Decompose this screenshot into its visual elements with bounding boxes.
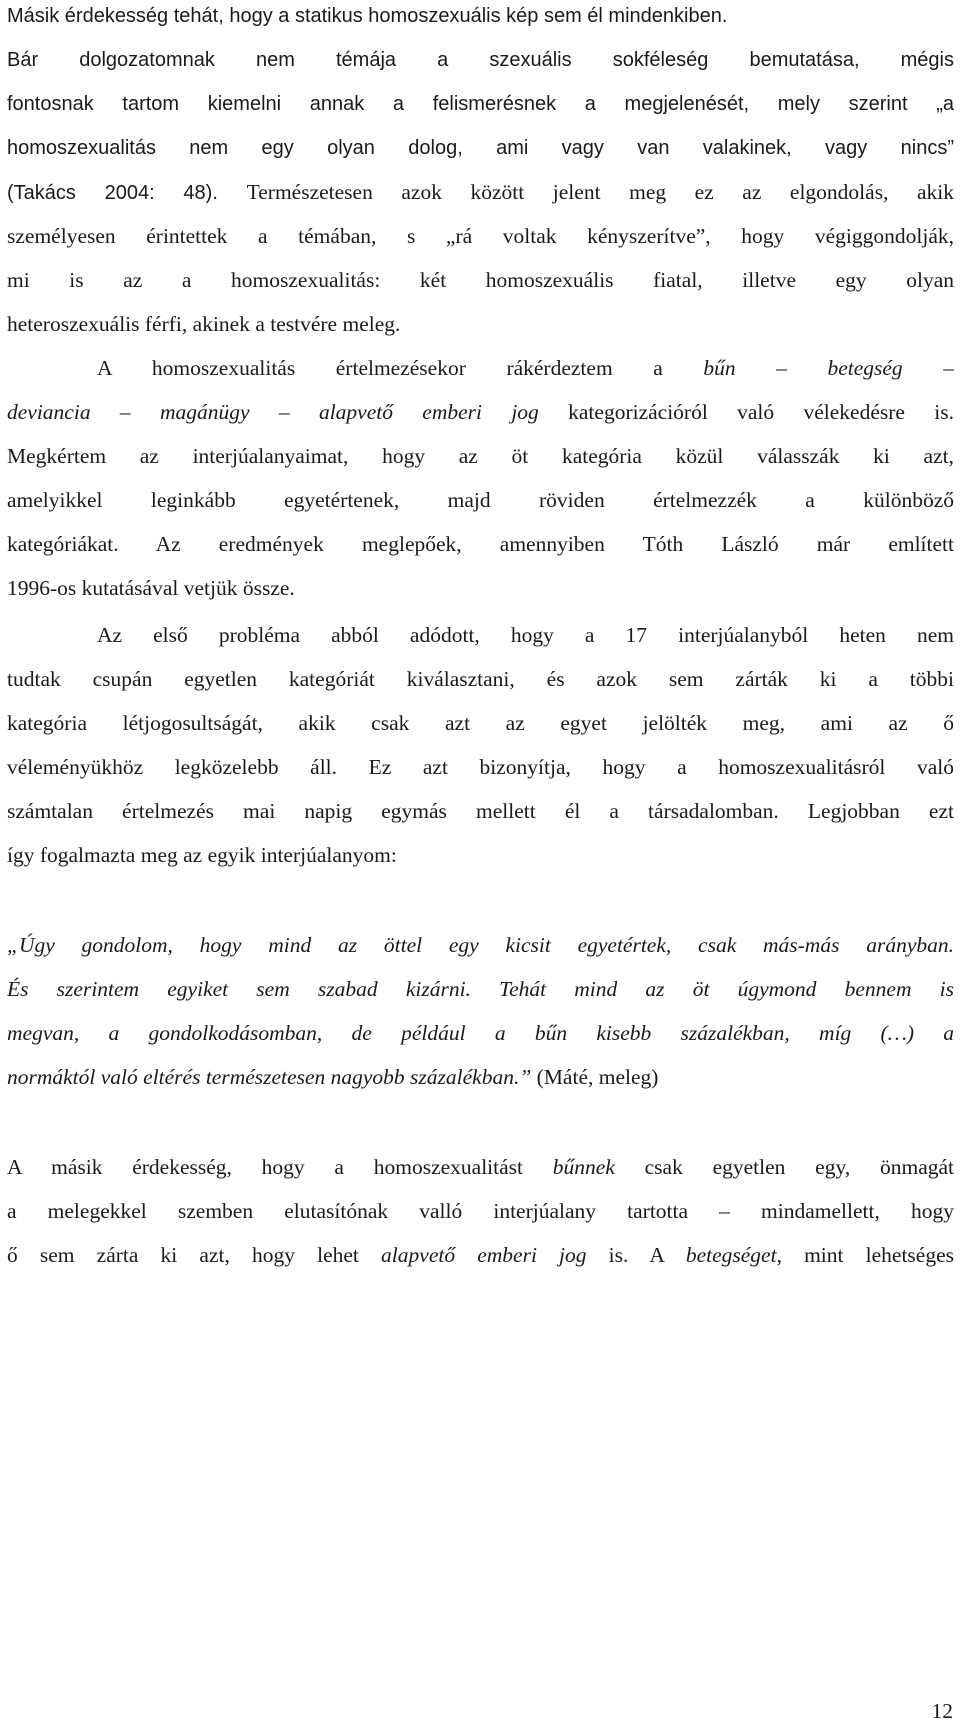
text-segment: Az első probléma abból adódott, hogy a 17 interjúalanyból heten nem xyxy=(97,623,954,647)
text-segment: kategorizációról való vélekedésre is. xyxy=(538,400,954,424)
text-line xyxy=(7,265,954,295)
text-line xyxy=(7,708,954,738)
text-line xyxy=(7,573,954,603)
text-line xyxy=(7,752,954,782)
text-segment: Bár dolgozatomnak nem témája a szexuális sokféleség bemutatása, mégis xyxy=(7,49,954,71)
text-line xyxy=(7,796,954,826)
text-line xyxy=(7,397,954,427)
text-segment: kategóriákat. Az eredmények meglepőek, amennyiben Tóth László már említett xyxy=(7,532,954,556)
text-segment: homoszexualitás nem egy olyan dolog, ami vagy van valakinek, vagy nincs” xyxy=(7,137,954,159)
text-line xyxy=(7,1152,954,1182)
text-segment: személyesen érintettek a témában, s „rá voltak kényszerítve”, hogy végiggondolják, xyxy=(7,224,954,248)
text-segment: (Takács 2004: 48). xyxy=(7,182,247,204)
text-line xyxy=(7,177,954,207)
text-line xyxy=(7,88,954,118)
italic-text: És szerintem egyiket sem szabad kizárni. Tehát mind az öt úgymond bennem is xyxy=(7,977,954,1001)
text-segment: A homoszexualitás értelmezésekor rákérdeztem a xyxy=(97,356,704,380)
text-line xyxy=(7,221,954,251)
text-line xyxy=(97,353,954,383)
text-line xyxy=(7,441,954,471)
italic-text: deviancia – magánügy – alapvető emberi jog xyxy=(7,400,539,424)
text-segment: a melegekkel szemben elutasítónak valló interjúalany tartotta – mindamellett, hogy xyxy=(7,1199,954,1223)
text-segment: mi is az a homoszexualitás: két homoszexuális fiatal, illetve egy olyan xyxy=(7,268,954,292)
italic-text: bűnnek xyxy=(552,1155,615,1179)
italic-text: normáktól való eltérés természetesen nagyobb százalékban.” xyxy=(7,1065,532,1089)
text-segment: heteroszexuális férfi, akinek a testvére meleg. xyxy=(7,312,401,336)
text-segment: 1996-os kutatásával vetjük össze. xyxy=(7,576,295,600)
text-segment: Megkértem az interjúalanyaimat, hogy az öt kategória közül válasszák ki azt, xyxy=(7,444,954,468)
text-line xyxy=(7,0,954,30)
text-segment: fontosnak tartom kiemelni annak a felismerésnek a megjelenését, mely szerint „a xyxy=(7,93,954,115)
text-line xyxy=(7,44,954,74)
text-segment: amelyikkel leginkább egyetértenek, majd röviden értelmezzék a különböző xyxy=(7,488,954,512)
text-segment: , mint lehetséges xyxy=(776,1243,954,1267)
italic-text: betegséget xyxy=(685,1243,777,1267)
text-line xyxy=(7,1062,954,1092)
text-segment: kategória létjogosultságát, akik csak azt az egyet jelölték meg, ami az ő xyxy=(7,711,954,735)
text-segment: tudtak csupán egyetlen kategóriát kiválasztani, és azok sem zárták ki a többi xyxy=(7,667,954,691)
text-line xyxy=(7,1196,954,1226)
text-line xyxy=(7,1018,954,1048)
text-line xyxy=(7,1240,954,1270)
page-number: 12 xyxy=(931,1699,953,1723)
text-line xyxy=(7,529,954,559)
text-segment: Természetesen azok között jelent meg ez az elgondolás, akik xyxy=(246,180,954,204)
text-line xyxy=(7,974,954,1004)
text-segment: így fogalmazta meg az egyik interjúalanyom: xyxy=(7,843,397,867)
text-segment: csak egyetlen egy, önmagát xyxy=(614,1155,954,1179)
text-line xyxy=(97,620,954,650)
italic-text: „Úgy gondolom, hogy mind az öttel egy kicsit egyetértek, csak más-más arányban. xyxy=(7,933,954,957)
italic-text: alapvető emberi jog xyxy=(381,1243,587,1267)
text-segment: véleményükhöz legközelebb áll. Ez azt bizonyítja, hogy a homoszexualitásról való xyxy=(7,755,954,779)
text-segment: számtalan értelmezés mai napig egymás mellett él a társadalomban. Legjobban ezt xyxy=(7,799,954,823)
text-segment: ő sem zárta ki azt, hogy lehet xyxy=(7,1243,382,1267)
text-line xyxy=(7,485,954,515)
text-line xyxy=(7,664,954,694)
text-line xyxy=(7,840,954,870)
italic-text: bűn – betegség – xyxy=(703,356,954,380)
italic-text: megvan, a gondolkodásomban, de például a bűn kisebb százalékban, míg (…) a xyxy=(7,1021,954,1045)
text-line xyxy=(7,930,954,960)
text-line xyxy=(7,309,954,339)
text-segment: Másik érdekesség tehát, hogy a statikus homoszexuális kép sem él mindenkiben. xyxy=(7,5,728,27)
text-segment: is. A xyxy=(586,1243,686,1267)
text-segment: A másik érdekesség, hogy a homoszexualitást xyxy=(7,1155,553,1179)
text-segment: (Máté, meleg) xyxy=(531,1065,659,1089)
text-line xyxy=(7,132,954,162)
